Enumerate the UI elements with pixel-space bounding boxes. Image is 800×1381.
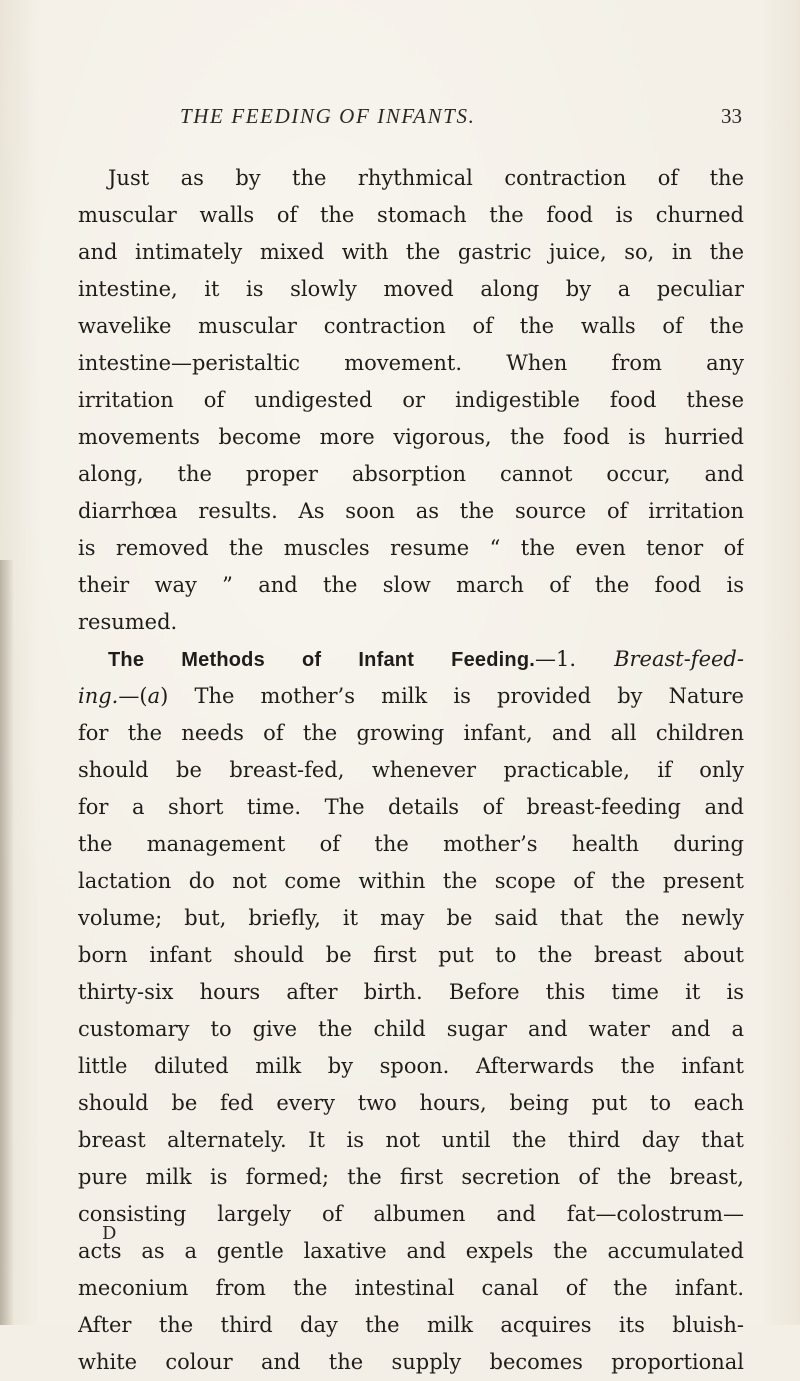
text-line: should be breast-fed, whenever practicable, if only [78, 758, 744, 782]
text-line: lactation do not come within the scope of the present [78, 869, 744, 893]
running-title: THE FEEDING OF INFANTS. [180, 104, 476, 128]
text-line: their way ” and the slow march of the food is [78, 573, 744, 597]
text-line: should be fed every two hours, being put to each [78, 1091, 744, 1115]
text-line: and intimately mixed with the gastric juice, so, in the [78, 240, 744, 264]
text-line: resumed. [78, 610, 178, 634]
text-line: acts as a gentle laxative and expels the accumulated [78, 1239, 744, 1263]
text-line: born infant should be first put to the breast about [78, 943, 744, 967]
text-line: intestine—peristaltic movement. When from any [78, 351, 744, 375]
text-line: along, the proper absorption cannot occur, and [78, 462, 744, 486]
text-line: white colour and the supply becomes proportional [78, 1350, 744, 1374]
text-line: intestine, it is slowly moved along by a peculiar [78, 277, 744, 301]
running-head [100, 104, 760, 134]
text-line: diarrhœa results. As soon as the source of irritation [78, 499, 744, 523]
text-line: muscular walls of the stomach the food is churned [78, 203, 744, 227]
text-line: customary to give the child sugar and water and a [78, 1017, 744, 1041]
text-line: movements become more vigorous, the food is hurried [78, 425, 744, 449]
page-number: 33 [721, 104, 742, 128]
paragraph-peristalsis [78, 160, 744, 641]
text-line: irritation of undigested or indigestible food these [78, 388, 744, 412]
text-line: volume; but, briefly, it may be said that the newly [78, 906, 744, 930]
section-heading: The Methods of Infant Feeding. [108, 649, 535, 671]
text-line: wavelike muscular contraction of the walls of the [78, 314, 744, 338]
text-line: the management of the mother’s health during [78, 832, 744, 856]
binding-shadow [0, 560, 14, 1325]
text-run: ) The mother’s milk is provided by Nature [160, 684, 744, 708]
text-line: thirty-six hours after birth. Before this time it is [78, 980, 744, 1004]
paragraph-methods-of-feeding [78, 641, 744, 1381]
body-text [78, 160, 744, 1381]
text-line: pure milk is formed; the first secretion of the breast, [78, 1165, 744, 1189]
list-letter: a [147, 684, 161, 708]
text-line: little diluted milk by spoon. Afterwards the infant [78, 1054, 744, 1078]
text-line: consisting largely of albumen and fat—colostrum— [78, 1202, 744, 1226]
heading-number: —1. [535, 647, 615, 671]
text-line [78, 678, 744, 715]
text-line: breast alternately. It is not until the third day that [78, 1128, 744, 1152]
text-line-heading [78, 641, 744, 678]
subheading-italic: Breast-feed- [614, 647, 744, 671]
subheading-italic-cont: ing. [78, 684, 119, 708]
text-line: for a short time. The details of breast-feeding and [78, 795, 744, 819]
text-line: is removed the muscles resume “ the even tenor of [78, 536, 744, 560]
text-run: —( [118, 684, 148, 708]
text-line: Just as by the rhythmical contraction of the [108, 166, 744, 190]
text-line: meconium from the intestinal canal of the infant. [78, 1276, 744, 1300]
text-line: After the third day the milk acquires its bluish- [78, 1313, 744, 1337]
text-line: for the needs of the growing infant, and all children [78, 721, 744, 745]
signature-mark: D [102, 1223, 117, 1244]
